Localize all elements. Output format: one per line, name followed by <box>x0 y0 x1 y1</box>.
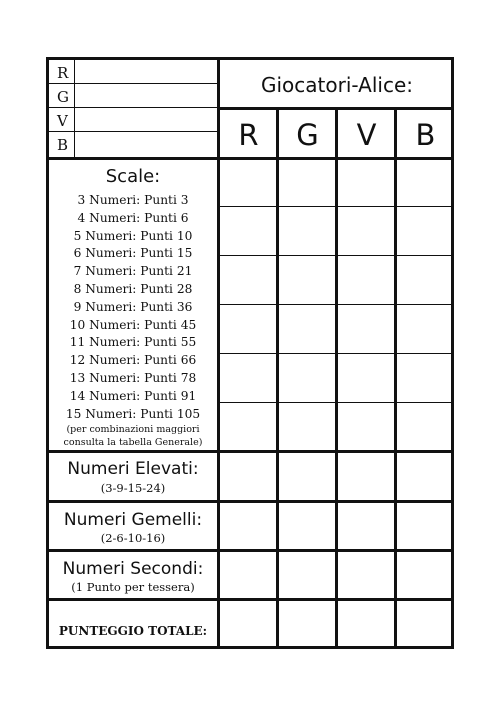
score-cell-v-2[interactable] <box>338 207 394 255</box>
score-cell-g-4[interactable] <box>279 305 335 353</box>
score-cell-b-5[interactable] <box>397 354 453 402</box>
scale-item: 5 Numeri: Punti 10 <box>73 228 193 243</box>
score-cell-g-2[interactable] <box>279 207 335 255</box>
score-cell-b-7[interactable] <box>397 453 453 500</box>
scale-item: 12 Numeri: Punti 66 <box>69 353 197 368</box>
scale-row-line <box>220 206 454 207</box>
column-header-v: V <box>356 118 377 152</box>
column-header-b: B <box>415 118 436 152</box>
score-cell-r-4[interactable] <box>220 305 276 353</box>
scale-note-line: (per combinazioni maggiori <box>66 424 200 435</box>
scale-item: 3 Numeri: Punti 3 <box>77 193 189 207</box>
scale-item: 8 Numeri: Punti 28 <box>73 281 193 296</box>
scale-item: 13 Numeri: Punti 78 <box>69 370 197 385</box>
section-line <box>49 598 454 601</box>
scale-list <box>49 192 217 423</box>
legend-letter-v: V <box>57 112 68 130</box>
score-cell-v-5[interactable] <box>338 354 394 402</box>
scale-row-line <box>220 402 454 403</box>
score-cell-g-7[interactable] <box>279 453 335 500</box>
score-cell-b-9[interactable] <box>397 552 453 598</box>
scale-item: 15 Numeri: Punti 105 <box>65 406 201 421</box>
score-cell-r-2[interactable] <box>220 207 276 255</box>
scale-row-line <box>220 353 454 354</box>
column-header-r: R <box>238 118 259 152</box>
score-cell-b-3[interactable] <box>397 256 453 304</box>
legend-letter-r: R <box>57 64 69 82</box>
scale-item: 7 Numeri: Punti 21 <box>73 264 193 279</box>
score-cell-v-9[interactable] <box>338 552 394 598</box>
score-cell-r-8[interactable] <box>220 503 276 549</box>
column-header-g: G <box>296 118 319 152</box>
scale-item: 4 Numeri: Punti 6 <box>77 210 189 225</box>
score-cell-r-6[interactable] <box>220 403 276 450</box>
section-line <box>49 450 454 453</box>
scale-item: 14 Numeri: Punti 91 <box>69 388 197 403</box>
score-cell-v-7[interactable] <box>338 453 394 500</box>
scale-item: 10 Numeri: Punti 45 <box>69 317 197 332</box>
score-cell-r-3[interactable] <box>220 256 276 304</box>
column-line <box>276 107 279 646</box>
legend-letter-b: B <box>57 136 69 154</box>
score-cell-g-9[interactable] <box>279 552 335 598</box>
elevati-sub: (3-9-15-24) <box>100 481 166 495</box>
scale-item: 6 Numeri: Punti 15 <box>73 246 193 261</box>
score-cell-v-10[interactable] <box>338 601 394 646</box>
score-cell-b-10[interactable] <box>397 601 453 646</box>
score-cell-g-10[interactable] <box>279 601 335 646</box>
score-cell-g-6[interactable] <box>279 403 335 450</box>
section-line <box>49 549 454 552</box>
score-cell-r-1[interactable] <box>220 160 276 206</box>
column-line <box>394 107 397 646</box>
score-cell-v-1[interactable] <box>338 160 394 206</box>
scale-note <box>49 423 217 449</box>
score-cell-g-8[interactable] <box>279 503 335 549</box>
score-cell-r-10[interactable] <box>220 601 276 646</box>
score-cell-v-4[interactable] <box>338 305 394 353</box>
gemelli-title: Numeri Gemelli: <box>63 510 203 530</box>
score-sheet <box>46 57 454 649</box>
score-cell-r-9[interactable] <box>220 552 276 598</box>
score-cell-b-4[interactable] <box>397 305 453 353</box>
scale-title: Scale: <box>105 166 161 187</box>
score-cell-b-1[interactable] <box>397 160 453 206</box>
legend-letter-g: G <box>57 88 69 106</box>
players-title: Giocatori-Alice: <box>260 73 413 97</box>
score-cell-r-5[interactable] <box>220 354 276 402</box>
scale-note-line: consulta la tabella Generale) <box>63 437 203 448</box>
legend-field-b[interactable] <box>75 132 217 157</box>
elevati-title: Numeri Elevati: <box>67 459 199 479</box>
score-cell-g-3[interactable] <box>279 256 335 304</box>
column-line <box>335 107 338 646</box>
secondi-sub: (1 Punto per tessera) <box>71 580 195 594</box>
secondi-title: Numeri Secondi: <box>62 559 204 579</box>
legend-field-r[interactable] <box>75 60 217 83</box>
score-cell-b-6[interactable] <box>397 403 453 450</box>
total-label: PUNTEGGIO TOTALE: <box>58 624 208 638</box>
score-cell-v-8[interactable] <box>338 503 394 549</box>
score-cell-b-8[interactable] <box>397 503 453 549</box>
score-cell-g-5[interactable] <box>279 354 335 402</box>
score-cell-v-3[interactable] <box>338 256 394 304</box>
legend-field-v[interactable] <box>75 108 217 131</box>
scale-row-line <box>220 255 454 256</box>
score-cell-b-2[interactable] <box>397 207 453 255</box>
score-cell-r-7[interactable] <box>220 453 276 500</box>
scale-item: 11 Numeri: Punti 55 <box>69 335 197 350</box>
gemelli-sub: (2-6-10-16) <box>100 531 166 545</box>
color-legend <box>49 60 217 157</box>
scale-row-line <box>220 304 454 305</box>
score-cell-v-6[interactable] <box>338 403 394 450</box>
legend-field-g[interactable] <box>75 84 217 107</box>
scale-item: 9 Numeri: Punti 36 <box>73 299 193 314</box>
section-line <box>49 500 454 503</box>
score-cell-g-1[interactable] <box>279 160 335 206</box>
